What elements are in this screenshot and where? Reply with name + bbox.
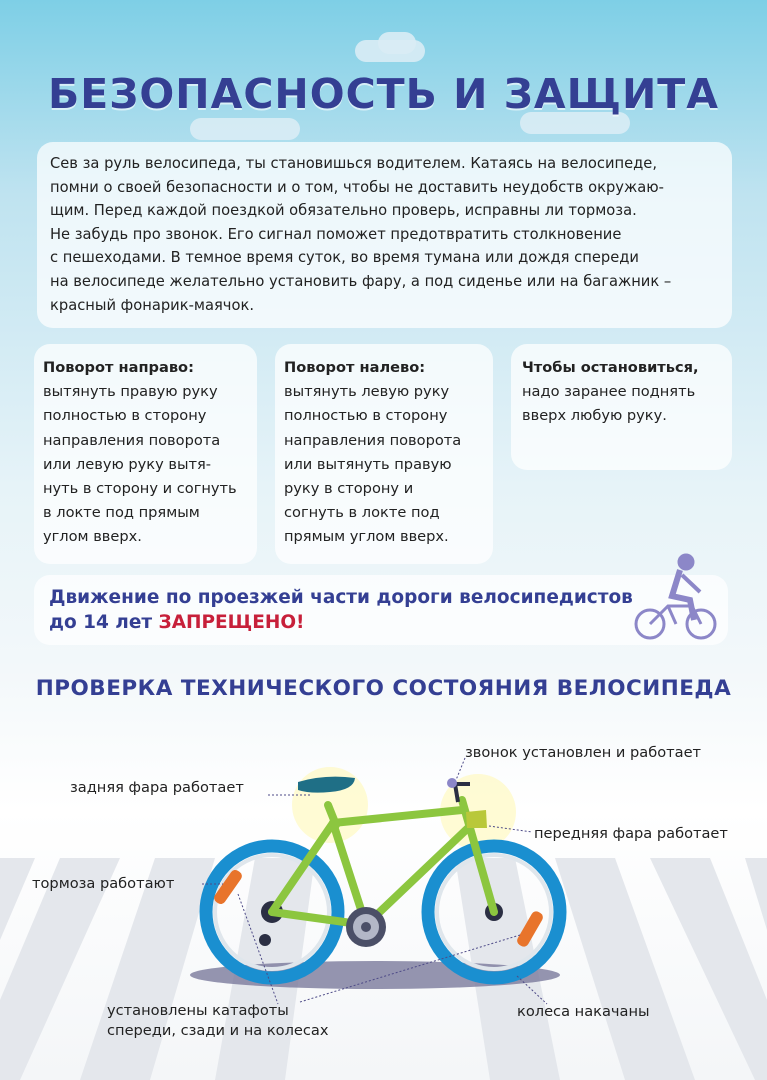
label-rear-light: задняя фара работает [70, 779, 244, 796]
rule-line: нуть в сторону и согнуть [43, 480, 237, 498]
bell-icon [447, 778, 457, 788]
rule-line: в локте под прямым [43, 504, 200, 522]
rule-line: направления поворота [284, 431, 462, 449]
intro-line: Сев за руль велосипеда, ты становишься водителем. Катаясь на велосипеде, [50, 155, 658, 172]
rule-line: надо заранее поднять [522, 383, 696, 401]
rule-heading: Поворот налево: [284, 359, 426, 376]
page-title: БЕЗОПАСНОСТЬ И ЗАЩИТА [48, 70, 719, 118]
front-lamp-icon [466, 810, 487, 828]
label-reflectors: установлены катафоты спереди, сзади и на колесах [107, 1002, 329, 1039]
cyclist-icon [636, 555, 715, 638]
rule-line: или левую руку вытя- [43, 455, 212, 473]
bike-derailleur [259, 934, 271, 946]
intro-line: на велосипеде желательно установить фару, а под сиденье или на багажник – [50, 272, 672, 290]
rule-line: согнуть в локте под [284, 504, 440, 522]
rule-heading: Поворот направо: [43, 359, 194, 376]
rule-line: вытянуть правую руку [43, 383, 218, 401]
rule-line: полностью в сторону [43, 407, 207, 425]
rule-line: вверх любую руку. [522, 407, 667, 425]
label-bell: звонок установлен и работает [465, 744, 702, 761]
rule-line: вытянуть левую руку [284, 383, 450, 401]
warning-line: до 14 лет ЗАПРЕЩЕНО! [49, 612, 305, 633]
rule-line: углом вверх. [43, 528, 142, 546]
warning-line: Движение по проезжей части дороги велосипедистов [49, 587, 633, 608]
label-brakes: тормоза работают [32, 875, 175, 892]
intro-line: Не забудь про звонок. Его сигнал поможет предотвратить столкновение [50, 225, 622, 243]
rule-line: направления поворота [43, 431, 221, 449]
intro-line: помни о своей безопасности и о том, чтобы не доставить неудобств окружаю- [50, 178, 664, 196]
check-title: ПРОВЕРКА ТЕХНИЧЕСКОГО СОСТОЯНИЯ ВЕЛОСИПЕДА [35, 676, 732, 701]
warning-emphasis: ЗАПРЕЩЕНО! [158, 612, 305, 633]
label-front-light: передняя фара работает [534, 825, 728, 842]
rule-line: или вытянуть правую [284, 455, 452, 473]
intro-line: с пешеходами. В темное время суток, во время тумана или дождя спереди [50, 249, 639, 267]
intro-line: щим. Перед каждой поездкой обязательно проверь, исправны ли тормоза. [50, 202, 637, 220]
rule-line: прямым углом вверх. [284, 528, 449, 546]
rule-line: руку в сторону и [284, 480, 414, 498]
label-tires: колеса накачаны [517, 1003, 650, 1020]
rule-line: полностью в сторону [284, 407, 448, 425]
intro-line: красный фонарик-маячок. [50, 296, 254, 314]
rule-heading: Чтобы остановиться, [522, 359, 699, 376]
